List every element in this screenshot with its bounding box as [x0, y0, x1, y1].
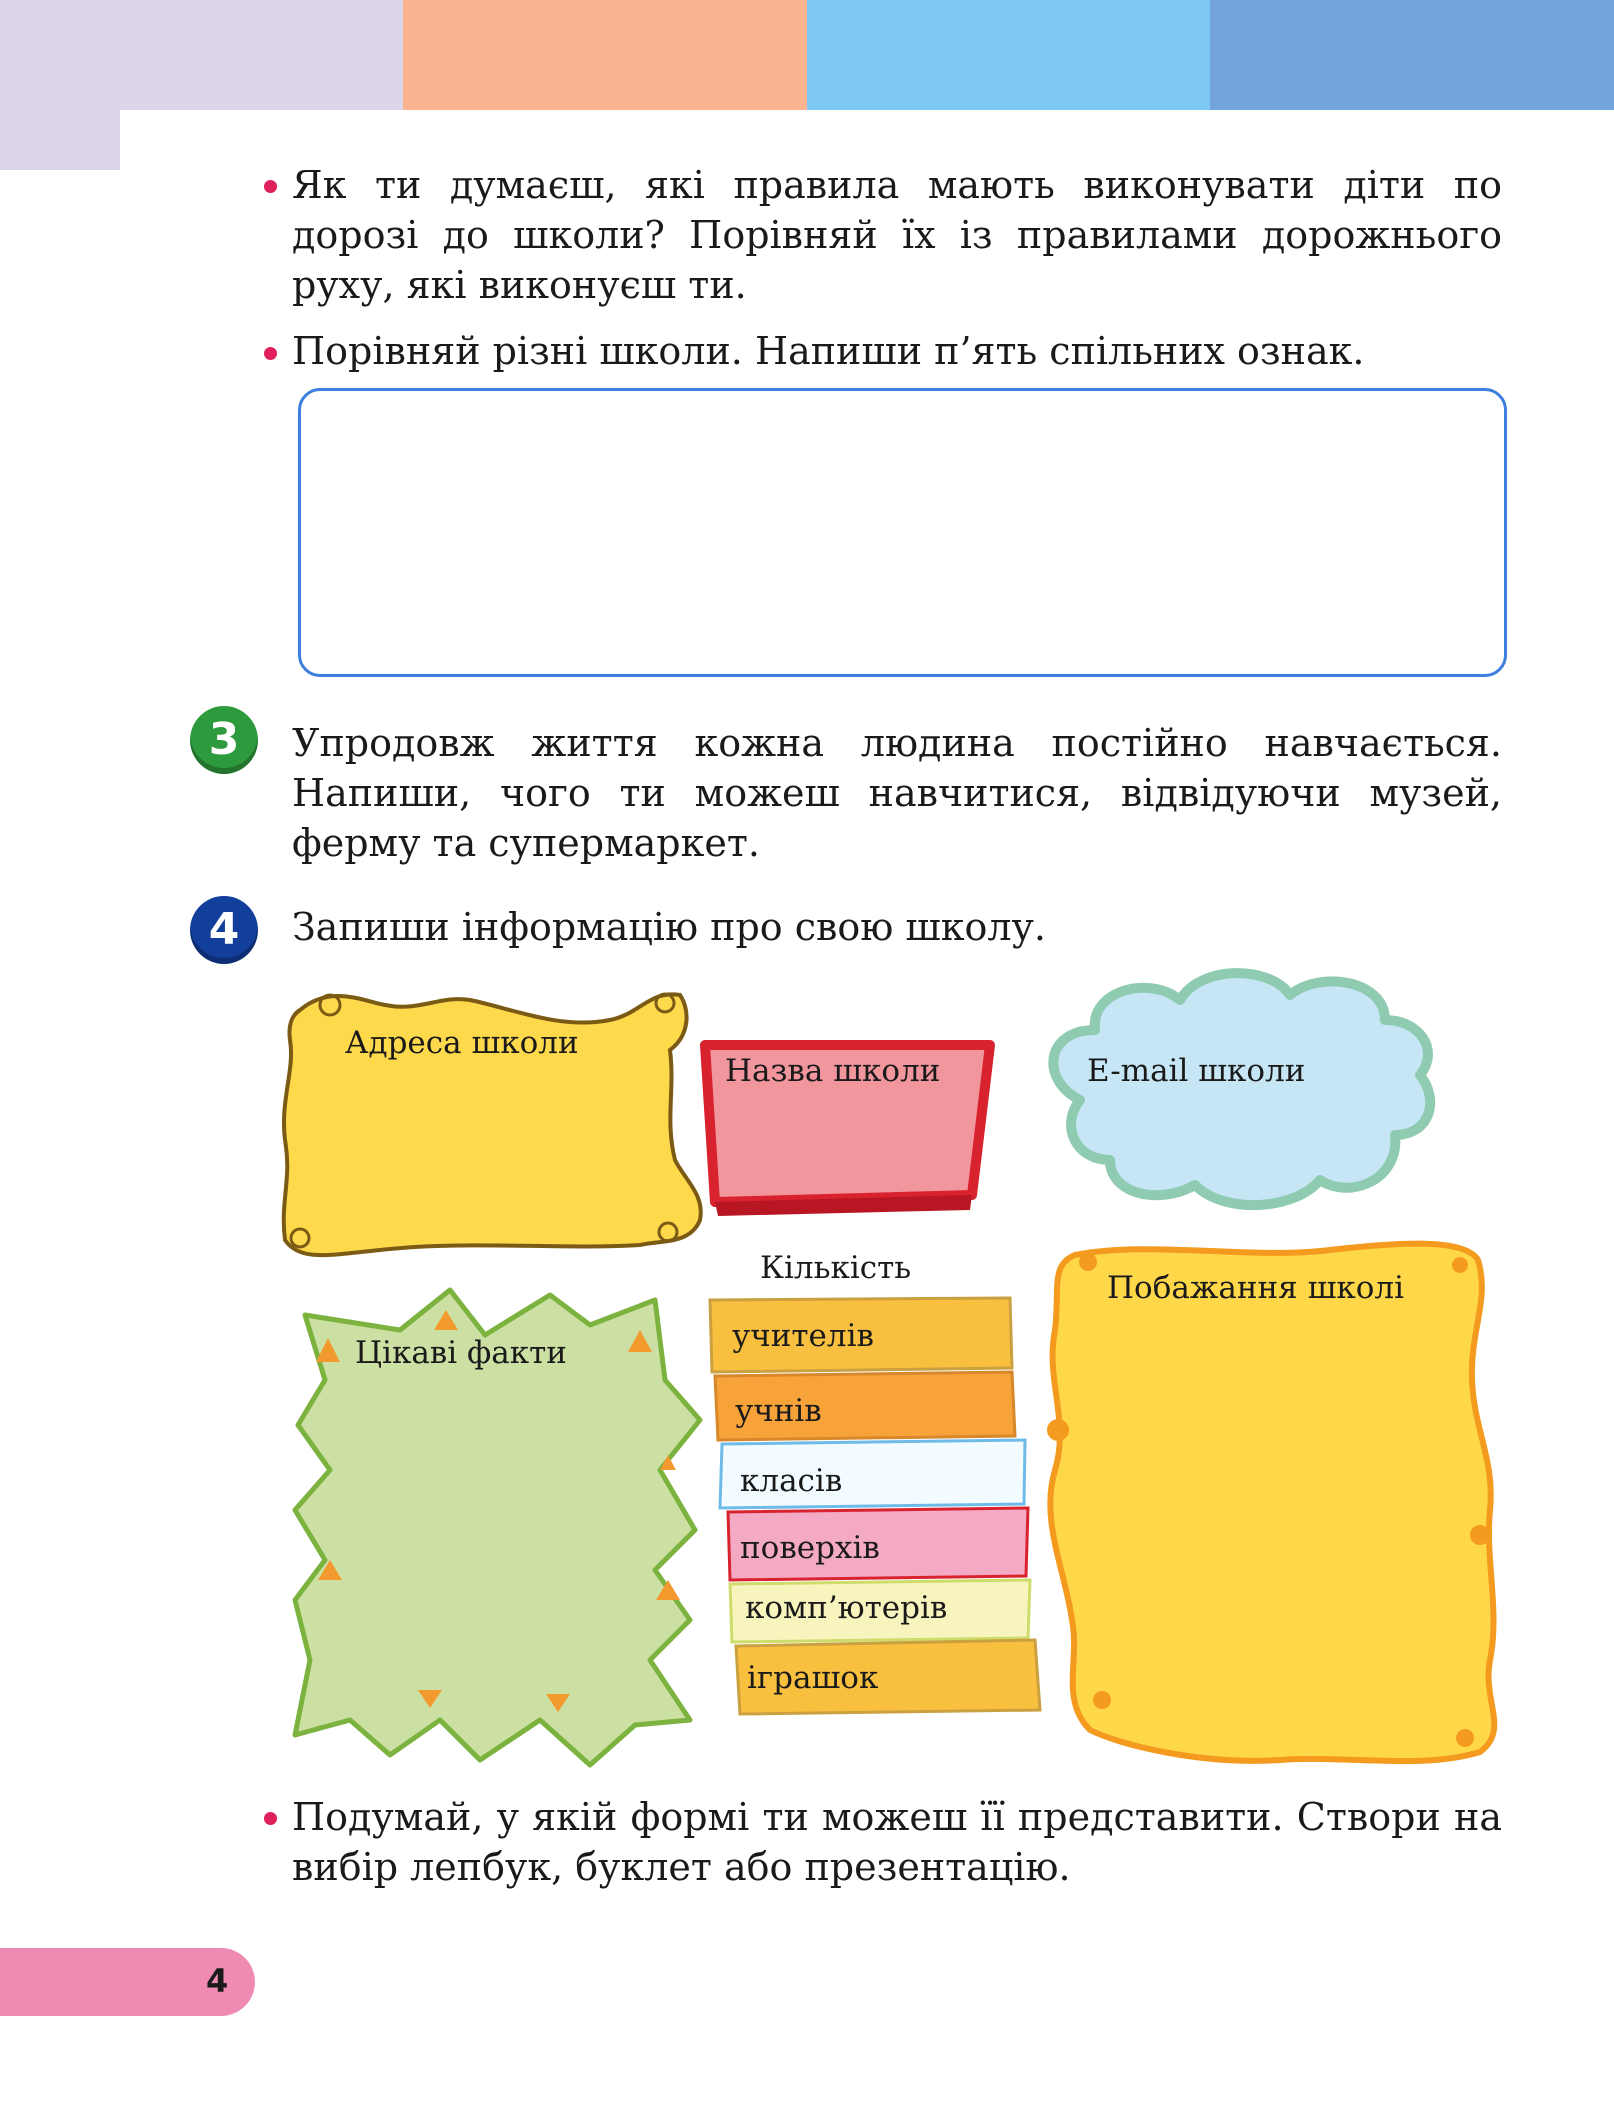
bullet-2-text: Порівняй різні школи. Напиши п’ять спільних ознак. [292, 329, 1365, 373]
stack-label-floors: поверхів [740, 1530, 880, 1566]
stack-label-computers: комп’ютерів [745, 1590, 948, 1626]
wishes-label: Побажання школі [1107, 1270, 1405, 1306]
closing-bullet-dot [264, 1812, 277, 1825]
facts-label: Цікаві факти [355, 1335, 567, 1371]
email-cloud [1053, 973, 1430, 1205]
stack-label-toys: іграшок [747, 1660, 879, 1696]
stack-label-teachers: учителів [732, 1318, 874, 1354]
closing-text: Подумай, у якій формі ти можеш її представити. Створи на вибір лепбук, буклет або презентацію. [292, 1795, 1502, 1889]
stack-label-classes: класів [740, 1463, 843, 1499]
task-4-badge: 4 [190, 896, 258, 964]
address-label: Адреса школи [345, 1025, 579, 1061]
stack-label-pupils: учнів [735, 1393, 822, 1429]
wishes-frame [1050, 1244, 1494, 1762]
count-title: Кількість [760, 1250, 912, 1286]
task-3-text: Упродовж життя кожна людина постійно навчається. Напиши, чого ти можеш навчитися, відвідуючи музей, ферму та супермаркет. [292, 721, 1502, 865]
name-label: Назва школи [725, 1053, 941, 1089]
page-number: 4 [206, 1962, 229, 2000]
task-3-badge: 3 [190, 706, 258, 774]
task-4-text: Запиши інформацію про свою школу. [292, 905, 1046, 949]
email-label: E-mail школи [1087, 1053, 1306, 1089]
bullet-1-text: Як ти думаєш, які правила мають виконувати діти по дорозі до школи? Порівняй їх із правилами дорожнього руху, які виконуєш ти. [292, 163, 1502, 307]
